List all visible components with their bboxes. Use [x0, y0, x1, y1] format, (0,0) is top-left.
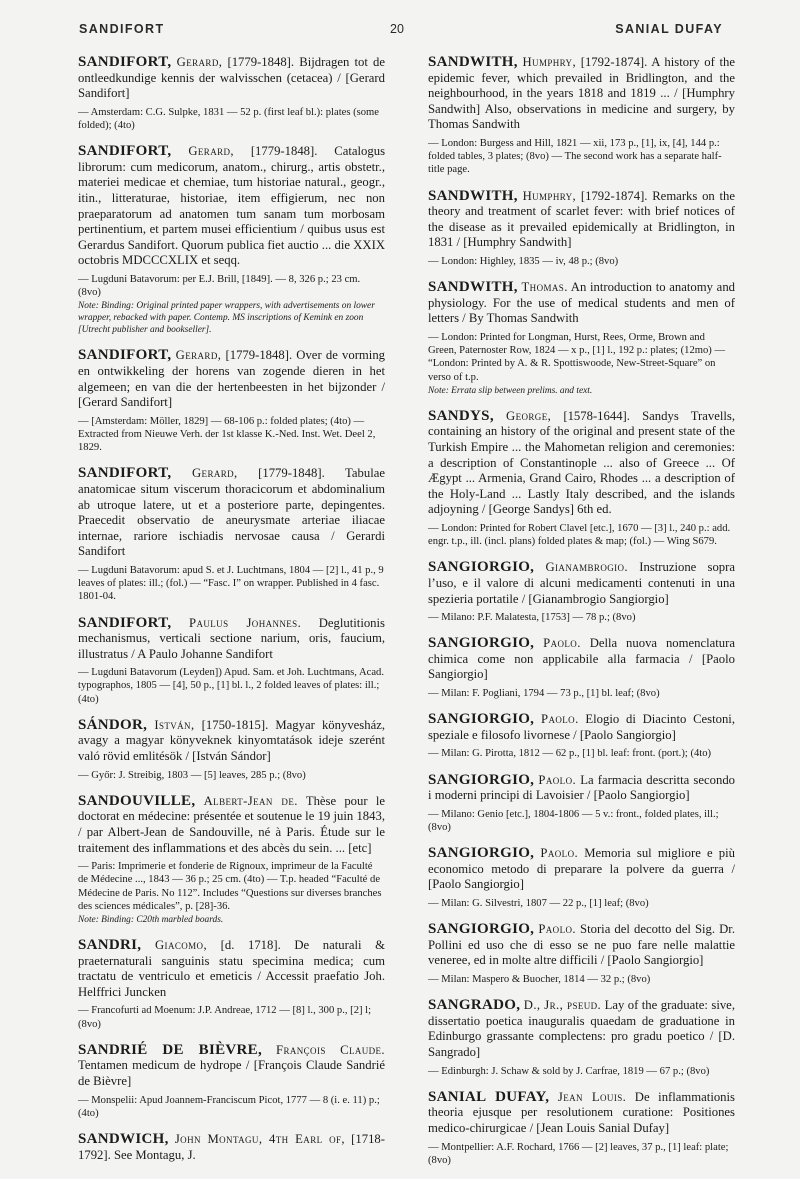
catalogue-entry: [78, 466, 385, 603]
entry-imprint: — Milan: Maspero & Buocher, 1814 — 32 p.; (8vo): [428, 974, 651, 986]
entry-name: SANGIORGIO,: [428, 635, 535, 652]
entry-given-name: István,: [154, 717, 195, 732]
entry-imprint: — Milan: G. Pirotta, 1812 — 62 p., [1] bl. leaf: front. (port.); (4to): [428, 748, 712, 760]
entry-imprint: — Amsterdam: C.G. Sulpke, 1831 — 52 p. (first leaf bl.): plates (some folded); (4to): [78, 106, 379, 131]
entry-given-name: Gerard,: [188, 144, 234, 159]
entry-title: [1792-1874]. Remarks on the theory and treatment of scarlet fever: with brief notices of the disease as it prevailed epidemically at Bridlington, in 1831 / [Humphry Sandwith]: [428, 188, 736, 250]
entry-imprint: — Lugduni Batavorum: apud S. et J. Luchtmans, 1804 — [2] l., 41 p., 9 leaves of plates: ill.; (fol.) — “Fasc. I” on wrapper. Published in 4 fasc. 1801-04.: [78, 564, 384, 603]
catalogue-entry: [78, 55, 385, 132]
entry-title: La farmacia descritta secondo i moderni principi di Lavoisier / [Paolo Sangiorgio]: [428, 772, 736, 803]
catalogue-entry: [428, 409, 735, 549]
entry-title: [1578-1644]. Sandys Travells, containing an history of the original and present state of the Turkish Empire ... the Mahometan religion and ceremonies: a description of Constantinople ... also of Greece ... Of Ægypt ... Armenia, Grand Cairo, Rhodes ... a description of the Holy-Land ... Lastly Italy described, and the islands adjoyning / [George Sandys] 6th ed.: [428, 408, 736, 517]
running-head-left: SANDIFORT: [79, 22, 165, 36]
catalogue-entry: [428, 1090, 735, 1167]
entry-imprint: — Lugduni Batavorum (Leyden]) Apud. Sam. et Joh. Luchtmans, Acad. typographos, 1805 — [4], 50 p., [1] bl. l., 2 folded leaves of plates: ill.; (4to): [78, 667, 384, 705]
entry-title: Instruzione sopra l’uso, e il valore di alcuni medicamenti contenuti in una spezieria portatile / [Gianambrogio Sangiorgio]: [428, 560, 736, 606]
entry-name: SANGIORGIO,: [428, 559, 535, 576]
entry-title: Lay of the graduate: sive, dissertatio poetica inauguralis quaedam de graduatione in Edinburgo grassante complectens: pro gradu poetico / [D. Sangrado]: [428, 998, 735, 1060]
entry-imprint: — Milano: P.F. Malatesta, [1753] — 78 p.; (8vo): [428, 612, 636, 624]
entry-name: SANDIFORT,: [78, 143, 172, 160]
entry-name: SANDWITH,: [428, 279, 518, 296]
entry-title: [1718-1792]. See Montagu, J.: [78, 1132, 385, 1162]
entry-title: An introduction to anatomy and physiology. For the use of medical students and men of letters / By Thomas Sandwith: [428, 280, 736, 326]
entry-title: Storia del decotto del Sig. Dr. Pollini ed uso che di esso se ne puo fare nelle malattie veneree, ed in molte altre difficili / [Paolo Sangiorgio]: [428, 922, 736, 968]
entry-imprint: — London: Highley, 1835 — iv, 48 p.; (8vo): [428, 255, 619, 267]
entry-title: Elogio di Diacinto Cestoni, speziale e filosofo livornese / [Paolo Sangiorgio]: [428, 712, 736, 742]
entry-name: SANDIFORT,: [78, 614, 172, 631]
entry-name: SANDIFORT,: [78, 347, 172, 364]
entry-name: SANGIORGIO,: [428, 921, 535, 938]
entry-given-name: Paolo.: [543, 636, 581, 651]
entry-title: Memoria sul migliore e più economico metodo di preparare la polvere da guerra / [Paolo Sangiorgio]: [428, 846, 736, 892]
entry-title: [1750-1815]. Magyar könyvesház, avagy a magyar könyveknek kinyomtatások ideje szerént való rövid emlitésök / [István Sándor]: [78, 717, 386, 764]
catalogue-entry: [428, 55, 735, 177]
entry-name: SANDYS,: [428, 407, 494, 424]
entry-imprint: — Paris: Imprimerie et fonderie de Rignoux, imprimeur de la Faculté de Médecine ..., 1843 — 36 p.; 25 cm. (4to) — T.p. headed “Faculté de Médecine de Paris. No 112”. Includes “Questions sur diverses branches des sciences médicales”, p. [28]-36.: [78, 861, 382, 912]
entry-given-name: Paolo.: [541, 712, 579, 727]
entry-name: SANDWITH,: [428, 187, 518, 204]
entry-imprint: — Milan: F. Pogliani, 1794 — 73 p., [1] bl. leaf; (8vo): [428, 688, 660, 700]
entry-imprint: — Monspelii: Apud Joannem-Franciscum Picot, 1777 — 8 (i. e. 11) p.; (4to): [78, 1094, 380, 1119]
entry-title: De inflammationis theoria ejusque per resolutionem curatione: Positiones medico-chirurgicae / [Jean Louis Sanial Dufay]: [428, 1089, 735, 1135]
catalogue-entry: [78, 938, 385, 1031]
catalogue-entry: [78, 794, 385, 926]
entry-imprint: — Lugduni Batavorum: per E.J. Brill, [1849]. — 8, 326 p.; 23 cm. (8vo): [78, 273, 361, 299]
entry-name: SANDWICH,: [78, 1131, 169, 1148]
entry-imprint: — Győr: J. Streibig, 1803 — [5] leaves, 285 p.; (8vo): [78, 769, 306, 781]
entry-name: SÁNDOR,: [78, 716, 148, 733]
entry-imprint: — Montpellier: A.F. Rochard, 1766 — [2] leaves, 37 p., [1] leaf: plate; (8vo): [428, 1141, 729, 1166]
page-number: 20: [390, 22, 404, 36]
catalogue-entry: [78, 616, 385, 706]
entry-given-name: Jean Louis.: [557, 1089, 627, 1104]
catalogue-entry: [78, 718, 385, 782]
entry-imprint: — Milano: Genio [etc.], 1804-1806 — 5 v.: front., folded plates, ill.; (8vo): [428, 808, 719, 834]
entry-imprint: — Milan: G. Silvestri, 1807 — 22 p., [1] leaf; (8vo): [428, 898, 649, 910]
entry-name: SANDIFORT,: [78, 54, 172, 70]
entry-name: SANDOUVILLE,: [78, 792, 196, 809]
catalogue-entry: [428, 636, 735, 700]
entry-title: [1779-1848]. Catalogus librorum: cum medicorum, anatom., chirurg., artis obstetr., materiei medicae et chemiae, tum historiae natural., geogr., itin., litteraturae, historiae, item effigierum, nec non praeparatorum ad anatomen tum sanam tum morbosam pertinentium, et partem musei efficientium / quibus usus est Gerardus Sandifort. Quorum publica fiet auctio ... die XXIX octobris MDCCCXLIX et seqq.: [78, 144, 386, 268]
catalogue-entry: [78, 1043, 385, 1120]
entry-imprint: — London: Burgess and Hill, 1821 — xii, 173 p., [1], ix, [4], 144 p.: folded tables, 3 plates; (8vo) — The second work has a separate half-title page.: [428, 137, 722, 176]
catalogue-entry: [428, 846, 735, 910]
entry-title: Tentamen medicum de hydrope / [François Claude Sandrié de Bièvre]: [78, 1058, 385, 1089]
catalogue-entry: [78, 348, 385, 454]
entry-name: SANIAL DUFAY,: [428, 1088, 550, 1105]
entry-title: [1792-1874]. A history of the epidemic fever, which prevailed in Bridlington, and the neighbourhood, in the years 1818 and 1819 ... / [Humphry Sandwith] Also, observations in medicine and surgery, by Thomas Sandwith: [428, 55, 736, 132]
entry-given-name: Gerard,: [176, 55, 223, 69]
entry-given-name: George,: [506, 408, 552, 423]
right-column: [428, 55, 735, 1179]
entry-name: SANDWITH,: [428, 54, 518, 70]
running-head-right: SANIAL DUFAY: [615, 22, 723, 36]
entry-note: Note: Binding: Original printed paper wrappers, with advertisements on lower wrapper, rebacked with paper. Contemp. MS inscriptions of Kemink en zoon [Utrecht publisher and bookseller].: [78, 301, 375, 336]
entry-name: SANGIORGIO,: [428, 771, 535, 788]
entry-title: [1779-1848]. Tabulae anatomicae situm viscerum thoracicorum et abdominalium ab utroque latere, ut et a posteriore parte, depingentes. Praecedit observatio de aneurysmate arteriae iliacae internae, rariore ischiadis nervosae causa / Gerardi Sandifort: [78, 466, 385, 559]
left-column: [78, 55, 385, 1175]
entry-imprint: — [Amsterdam: Möller, 1829] — 68-106 p.: folded plates; (4to) — Extracted from Nieuwe Verh. der 1st klasse K.-Ned. Inst. Wet. Deel 2, 1829.: [78, 415, 376, 454]
entry-given-name: John Montagu, 4th Earl of,: [174, 1132, 345, 1147]
entry-given-name: Gianambrogio.: [545, 560, 629, 575]
entry-name: SANGIORGIO,: [428, 845, 535, 862]
entry-given-name: Humphry,: [522, 188, 577, 203]
entry-title: Thèse pour le doctorat en médecine: présentée et soutenue le 19 juin 1843, / par Albert-Jean de Sandouville, né à Paris. Étude sur le traitement des inflammations et des abcès du sein. ... [etc]: [78, 793, 385, 855]
entry-title: Della nuova nomenclatura chimica come non applicabile alla farmacia / [Paolo Sangiorgio]: [428, 636, 736, 682]
entry-name: SANDIFORT,: [78, 465, 172, 482]
catalogue-entry: [428, 998, 735, 1078]
entry-imprint: — London: Printed for Robert Clavel [etc.], 1670 — [3] l., 240 p.: add. engr. t.p., ill. (incl. plans) folded plates & map; (fol.) — Wing S679.: [428, 522, 731, 548]
entry-imprint: — Francofurti ad Moenum: J.P. Andreae, 1712 — [8] l., 300 p., [2] l; (8vo): [78, 1005, 372, 1030]
catalogue-entry: [428, 189, 735, 269]
entry-given-name: Thomas.: [521, 280, 568, 295]
entry-given-name: Gerard,: [175, 348, 222, 363]
catalogue-entry: [428, 922, 735, 986]
catalogue-entry: [428, 560, 735, 624]
entry-imprint: — London: Printed for Longman, Hurst, Rees, Orme, Brown and Green, Paternoster Row, 1824 — x p., [1] l., 192 p.: plates; (12mo) — “London: Printed by A. & R. Spottiswoode, New-Street-Square” on verso of t.p.: [428, 331, 726, 383]
entry-note: Note: Errata slip between prelims. and text.: [428, 385, 593, 396]
entry-title: [1779-1848]. Bijdragen tot de ontleedkundige kennis der walvisschen (cetacea) / [Gerard Sandifort]: [78, 55, 386, 101]
entry-given-name: D., Jr., pseud.: [523, 998, 602, 1013]
entry-name: SANGIORGIO,: [428, 711, 535, 728]
catalogue-entry: [428, 773, 735, 835]
entry-title: [d. 1718]. De naturali & praeternaturali sanguinis statu specimina medica; cum tractatu de ventriculo et emeticis / Accessit praefatio Joh. Helffrici Juncken: [78, 938, 385, 999]
entry-given-name: Paolo.: [540, 846, 579, 861]
entry-name: SANDRI,: [78, 937, 142, 954]
catalogue-entry: [428, 280, 735, 397]
entry-given-name: Paulus Johannes.: [189, 615, 302, 630]
entry-given-name: Humphry,: [522, 55, 577, 69]
catalogue-entry: [78, 144, 385, 336]
entry-given-name: Paolo.: [538, 772, 577, 787]
entry-given-name: François Claude.: [275, 1042, 386, 1057]
running-head: [0, 22, 800, 46]
entry-name: SANGRADO,: [428, 997, 521, 1014]
entry-given-name: Paolo.: [538, 922, 576, 937]
entry-note: Note: Binding: C20th marbled boards.: [78, 915, 224, 926]
entry-imprint: — Edinburgh: J. Schaw & sold by J. Carfrae, 1819 — 67 p.; (8vo): [428, 1065, 710, 1077]
catalogue-entry: [78, 1132, 385, 1163]
entry-title: [1779-1848]. Over de vorming en ontwikkeling der horens van zogende dieren in het algemeen; en van die der hertenbeesten in het bijzonder / [Gerard Sandifort]: [78, 348, 386, 410]
entry-given-name: Albert-Jean de.: [203, 793, 298, 808]
entry-title: Deglutitionis mechanismus, verticali sectione narium, oris, faucium, illustratus / A Paulo Johanne Sandifort: [78, 615, 385, 661]
entry-given-name: Gerard,: [191, 466, 238, 481]
catalogue-entry: [428, 712, 735, 760]
entry-name: SANDRIÉ DE BIÈVRE,: [78, 1041, 263, 1058]
entry-given-name: Giacomo,: [154, 938, 208, 953]
